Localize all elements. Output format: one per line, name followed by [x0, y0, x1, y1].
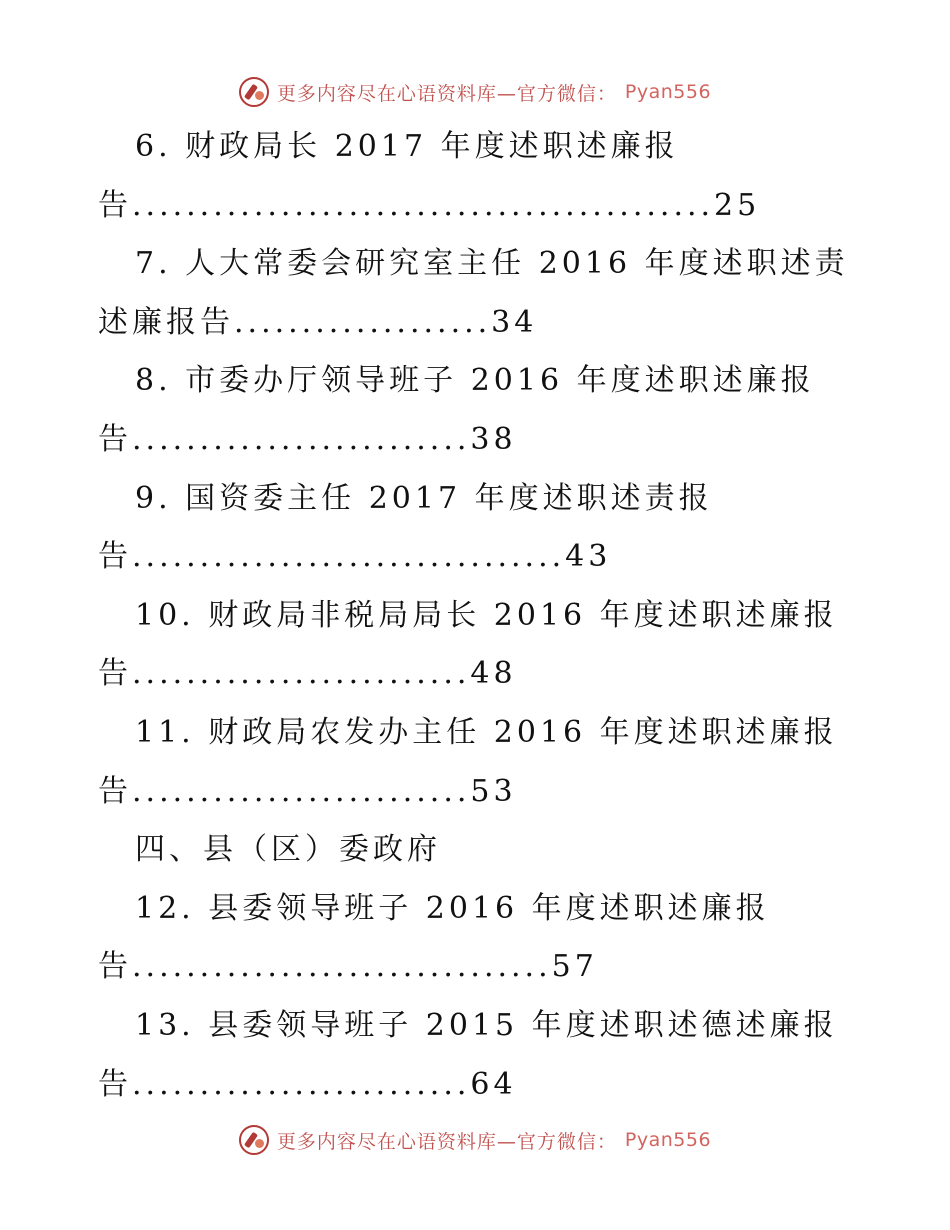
toc-entry-12-title: 12. 县委领导班子 2016 年度述职述廉报: [135, 890, 770, 926]
toc-entry-11-page: 告.........................53: [98, 773, 517, 809]
pen-logo-icon: [239, 77, 269, 107]
toc-entry-8-title: 8. 市委办厅领导班子 2016 年度述职述廉报: [135, 363, 815, 399]
toc-entry-7-title: 7. 人大常委会研究室主任 2016 年度述职述责: [135, 246, 849, 282]
watermark-wechat-id: Pyan556: [624, 81, 712, 103]
toc-entry-12-page: 告...............................57: [98, 949, 598, 985]
toc-entry-6-page: 告...........................................25: [98, 187, 761, 223]
toc-entry-8-page: 告.........................38: [98, 421, 517, 457]
toc-entry-6-title: 6. 财政局长 2017 年度述职述廉报: [135, 129, 679, 164]
toc-entry-9-page: 告................................43: [98, 539, 612, 575]
table-of-contents: [0, 118, 950, 1114]
watermark-text: 更多内容尽在心语资料库—官方微信：: [276, 82, 617, 105]
watermark-text: 更多内容尽在心语资料库—官方微信：: [276, 1130, 617, 1153]
toc-entry-9-title: 9. 国资委主任 2017 年度述职述责报: [135, 480, 713, 516]
toc-entry-10-title: 10. 财政局非税局局长 2016 年度述职述廉报: [135, 597, 838, 633]
toc-entry-10-page: 告.........................48: [98, 656, 517, 692]
toc-entry-11-title: 11. 财政局农发办主任 2016 年度述职述廉报: [135, 714, 838, 750]
pen-logo-icon: [239, 1125, 269, 1155]
toc-entry-13-page: 告.........................64: [98, 1066, 517, 1102]
toc-entry-13-title: 13. 县委领导班子 2015 年度述职述德述廉报: [135, 1007, 838, 1043]
footer-watermark: [0, 1120, 950, 1160]
toc-entry-7-page: 述廉报告...................34: [98, 304, 538, 340]
watermark-wechat-id: Pyan556: [624, 1129, 712, 1151]
header-watermark: [0, 72, 950, 112]
toc-section-heading: 四、县（区）委政府: [135, 832, 441, 868]
